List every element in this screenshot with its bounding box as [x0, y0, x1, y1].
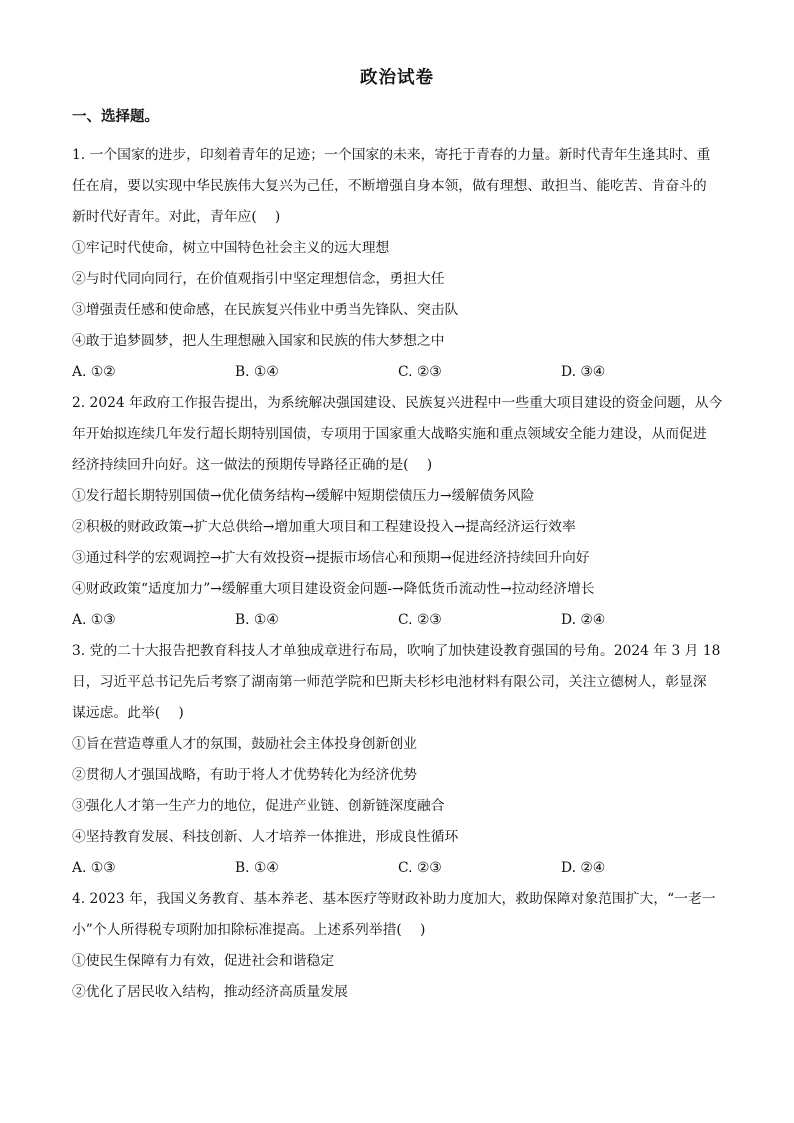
statement: ①使民生保障有力有效，促进社会和谐稳定 — [72, 953, 335, 969]
option-a[interactable]: A. ①③ — [72, 612, 116, 628]
option-c[interactable]: C. ②③ — [398, 860, 442, 876]
question-2 — [72, 388, 724, 636]
question-stem-line: 年开始拟连续几年发行超长期特别国债，专项用于国家重大战略实施和重点领域安全能力建设，从而促进 — [72, 426, 707, 442]
question-1 — [72, 140, 724, 388]
statement: ①发行超长期特别国债→优化债务结构→缓解中短期偿债压力→缓解债务风险 — [72, 488, 535, 504]
statement: ②优化了居民收入结构，推动经济高质量发展 — [72, 984, 348, 1000]
statement: ③增强责任感和使命感，在民族复兴伟业中勇当先锋队、突击队 — [72, 302, 459, 318]
option-b[interactable]: B. ①④ — [235, 860, 279, 876]
question-stem-line: 经济持续回升向好。这一做法的预期传导路径正确的是( ) — [72, 457, 433, 473]
option-d[interactable]: D. ②④ — [561, 612, 606, 628]
statement: ④坚持教育发展、科技创新、人才培养一体推进，形成良性循环 — [72, 829, 459, 845]
statement: ①旨在营造尊重人才的氛围，鼓励社会主体投身创新创业 — [72, 736, 417, 752]
statement: ④财政政策“适度加力”→缓解重大项目建设资金问题-→降低货币流动性→拉动经济增长 — [72, 581, 595, 597]
question-stem-line: 任在肩，要以实现中华民族伟大复兴为己任，不断增强自身本领，做有理想、敢担当、能吃苦、肯奋斗的 — [72, 178, 707, 194]
option-a[interactable]: A. ①③ — [72, 860, 116, 876]
answer-options — [72, 853, 724, 884]
statement: ②与时代同向同行，在价值观指引中坚定理想信念，勇担大任 — [72, 271, 445, 287]
option-b[interactable]: B. ①④ — [235, 612, 279, 628]
statement: ②贯彻人才强国战略，有助于将人才优势转化为经济优势 — [72, 767, 417, 783]
statement: ①牢记时代使命，树立中国特色社会主义的远大理想 — [72, 240, 390, 256]
question-stem-line: 新时代好青年。对此，青年应( ) — [72, 209, 281, 225]
section-heading: 一、选择题。 — [72, 108, 159, 125]
statement: ③通过科学的宏观调控→扩大有效投资→提振市场信心和预期→促进经济持续回升向好 — [72, 550, 590, 566]
question-list — [72, 140, 724, 1008]
question-3 — [72, 636, 724, 884]
statement: ④敢于追梦圆梦，把人生理想融入国家和民族的伟大梦想之中 — [72, 333, 445, 349]
question-stem-line: 谋远虑。此举( ) — [72, 705, 184, 721]
page-title: 政治试卷 — [360, 68, 434, 88]
option-c[interactable]: C. ②③ — [398, 364, 442, 380]
question-stem-line: 1. 一个国家的进步，印刻着青年的足迹；一个国家的未来，寄托于青春的力量。新时代青年生逢其时、重 — [72, 147, 711, 163]
question-stem-line: 小”个人所得税专项附加扣除标准提高。上述系列举措( ) — [72, 922, 426, 938]
question-stem-line: 4. 2023 年，我国义务教育、基本养老、基本医疗等财政补助力度加大，救助保障对象范围扩大，“一老一 — [72, 891, 716, 907]
option-a[interactable]: A. ①② — [72, 364, 116, 380]
question-stem-line: 日，习近平总书记先后考察了湖南第一师范学院和巴斯夫杉杉电池材料有限公司，关注立德树人，彰显深 — [72, 674, 707, 690]
option-c[interactable]: C. ②③ — [398, 612, 442, 628]
statement: ②积极的财政政策→扩大总供给→增加重大项目和工程建设投入→提高经济运行效率 — [72, 519, 576, 535]
question-stem-line: 3. 党的二十大报告把教育科技人才单独成章进行布局，吹响了加快建设教育强国的号角。2024 年 3 月 18 — [72, 643, 721, 659]
answer-options — [72, 605, 724, 636]
answer-options — [72, 357, 724, 388]
question-4 — [72, 884, 724, 1008]
option-d[interactable]: D. ②④ — [561, 860, 606, 876]
option-d[interactable]: D. ③④ — [561, 364, 606, 380]
statement: ③强化人才第一生产力的地位，促进产业链、创新链深度融合 — [72, 798, 445, 814]
question-stem-line: 2. 2024 年政府工作报告提出，为系统解决强国建设、民族复兴进程中一些重大项目建设的资金问题，从今 — [72, 395, 723, 411]
option-b[interactable]: B. ①④ — [235, 364, 279, 380]
